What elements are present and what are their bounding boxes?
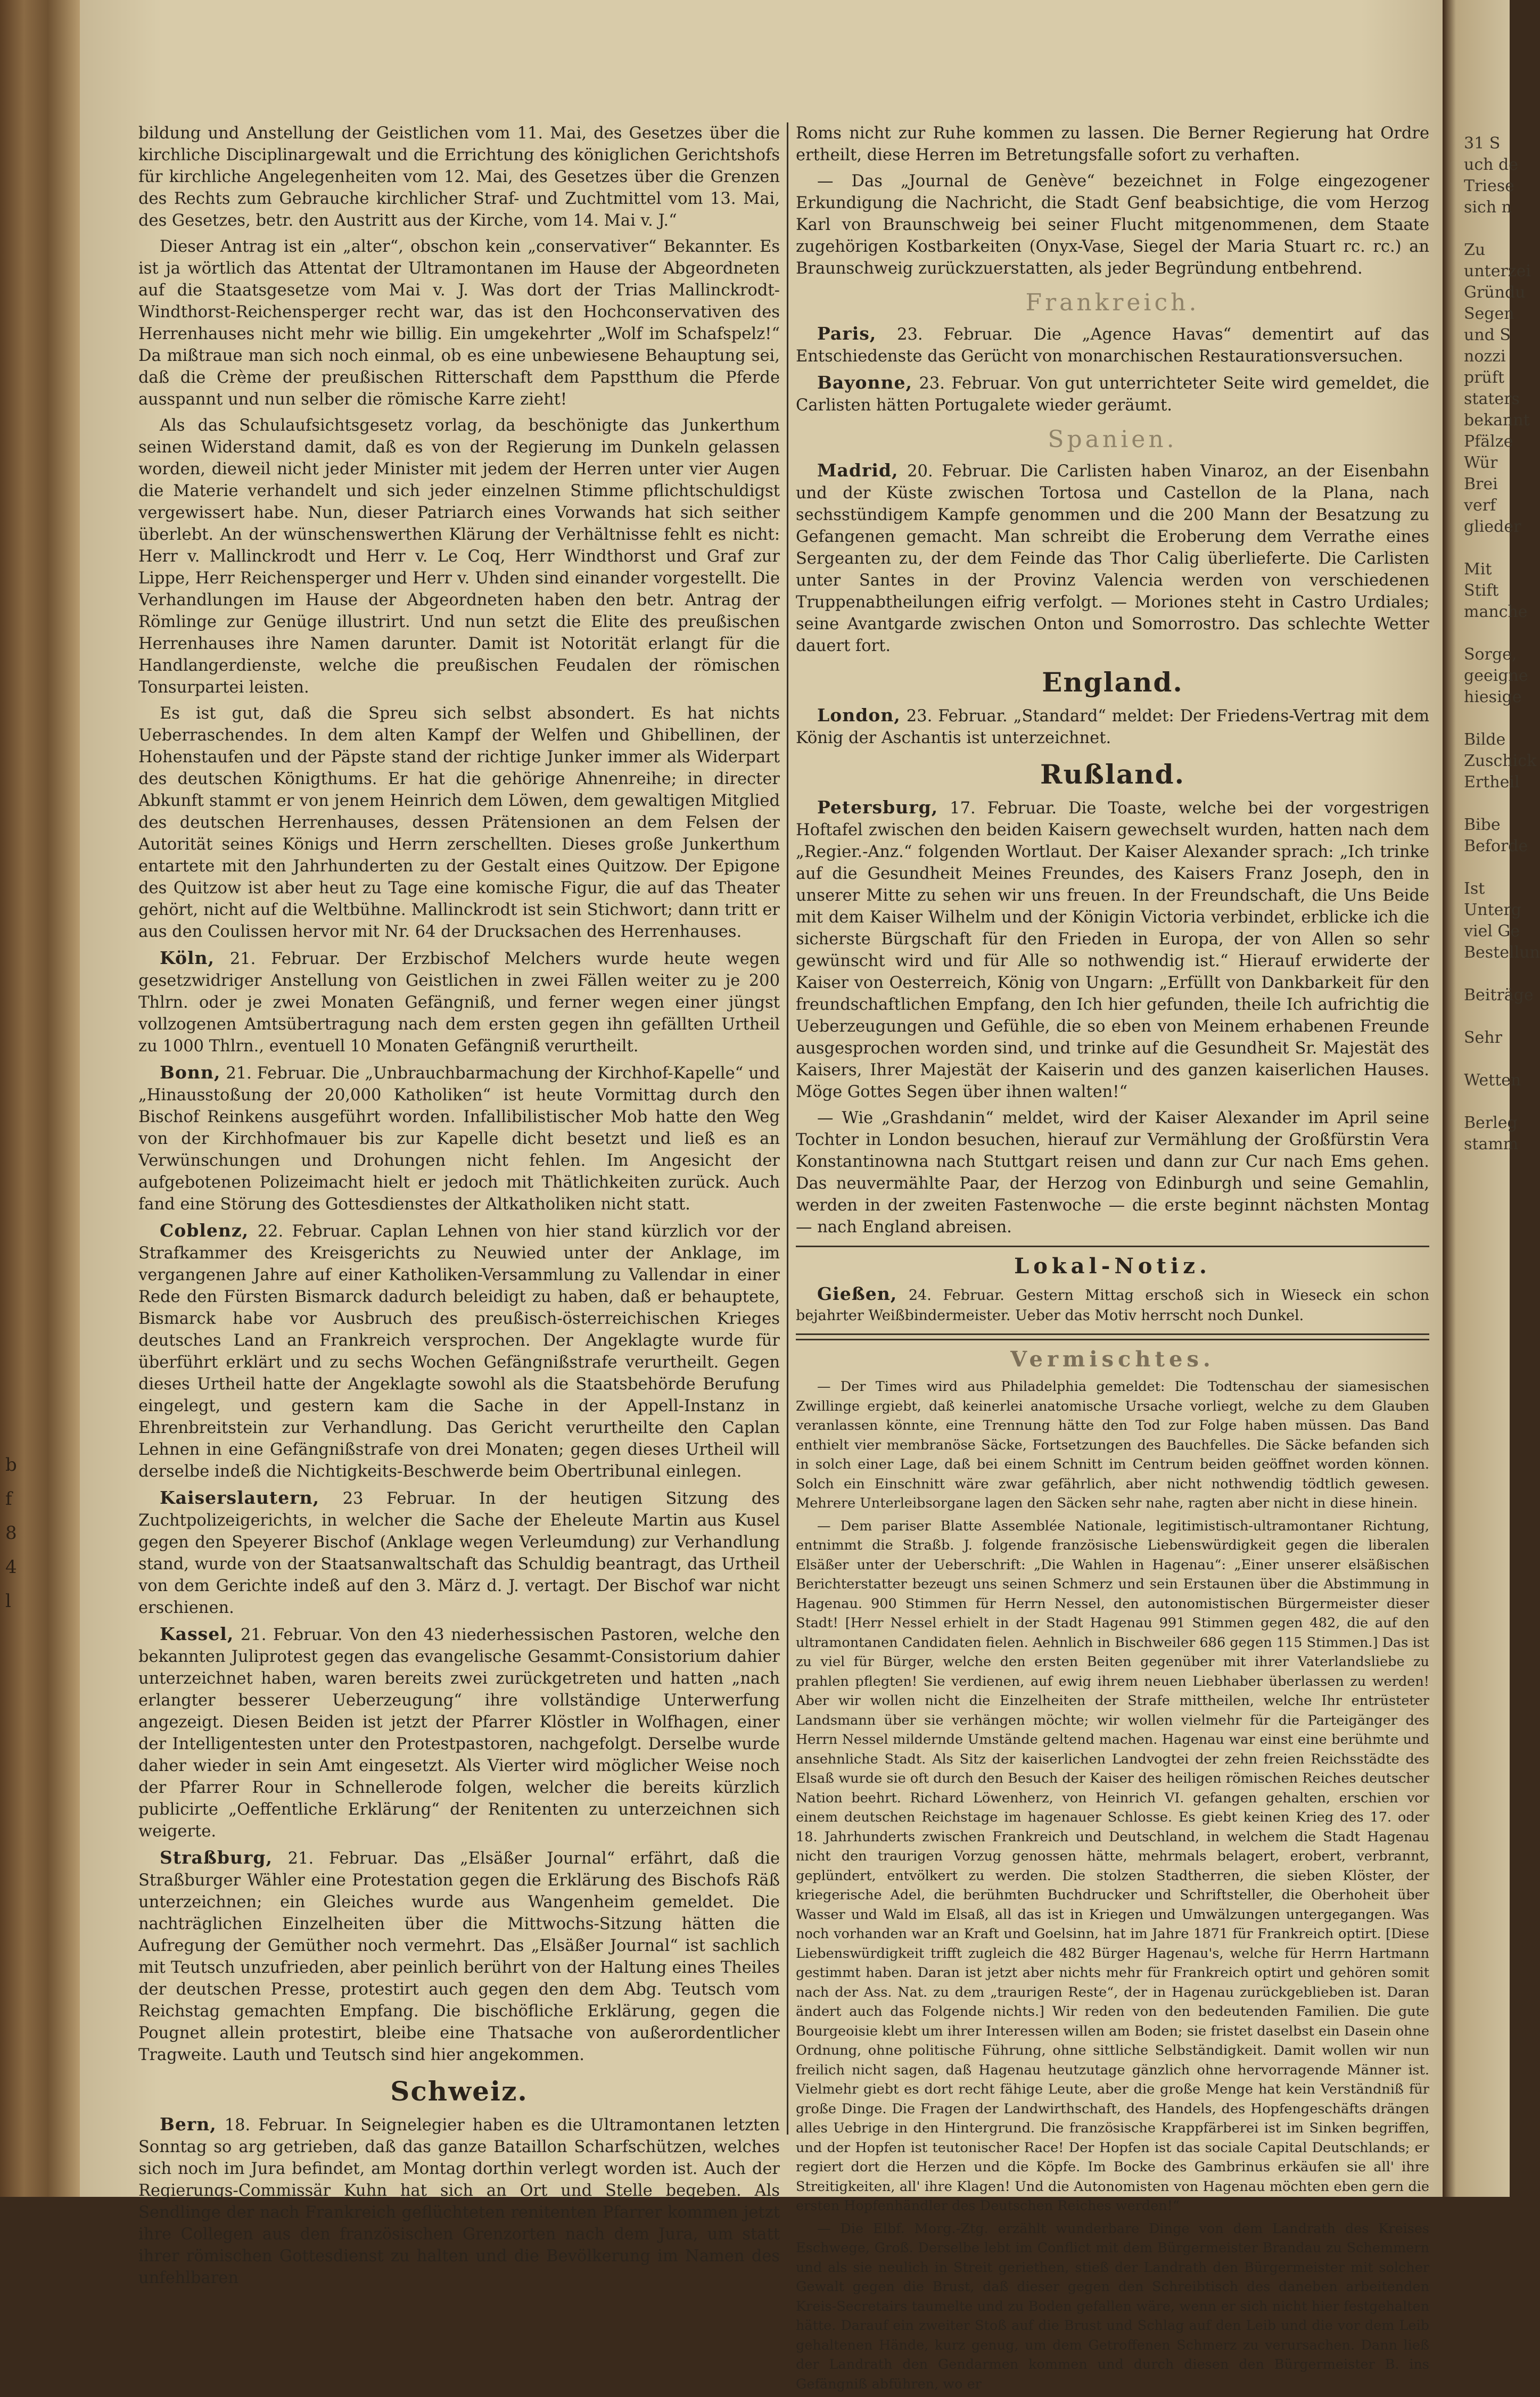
article-paragraph bbox=[138, 2113, 780, 2289]
article-text: Dieser Antrag ist ein „alter“, obschon kein „conservativer“ Bekannter. Es ist ja wörtlich das Attentat der Ultramontanen im Hause der Abgeordneten auf die Staatsgesetze vom Mai v. J. Was dort der Trias Mallinckrodt-Windthorst-Reichensperger recht war, das ist den Hochconservativen des Herrenhauses nicht mehr wie billig. Ein umgekehrter „Wolf im Schafspelz!“ Da mißtraue man sich noch einmal, ob es eine unbewiesene Behauptung sei, daß die Crème der preußischen Ritterschaft dem Papstthum die Pferde ausspannt und nun selber die römische Karre zieht! bbox=[138, 237, 780, 409]
dateline: London, bbox=[817, 705, 901, 726]
section-heading: Lokal-Notiz. bbox=[1014, 1254, 1211, 1279]
article-paragraph bbox=[138, 1487, 780, 1619]
dateline: Straßburg, bbox=[160, 1847, 273, 1868]
article-paragraph bbox=[138, 703, 780, 943]
article-paragraph bbox=[796, 1517, 1429, 2216]
dateline: Köln, bbox=[160, 948, 215, 968]
article-paragraph bbox=[796, 459, 1429, 657]
dateline: Madrid, bbox=[817, 460, 899, 481]
book-binding-left bbox=[0, 0, 80, 2197]
article-text: 23. Februar. Von gut unterrichteter Seite wird gemeldet, die Carlisten hätten Portugalete wieder geräumt. bbox=[796, 374, 1429, 415]
article-paragraph bbox=[796, 122, 1429, 166]
article-paragraph bbox=[138, 1847, 780, 2066]
article-paragraph bbox=[138, 1220, 780, 1482]
dateline: Bonn, bbox=[160, 1062, 221, 1083]
country-heading: Schweiz. bbox=[390, 2075, 528, 2107]
article-paragraph bbox=[796, 1284, 1429, 1326]
article-paragraph bbox=[796, 796, 1429, 1103]
article-text: 21. Februar. Die „Unbrauchbarmachung der Kirchhof-Kapelle“ und „Hinausstoßung der 20,000 Katholiken“ ist heute Vormittag durch den Bischof Reinkens ausgeführt worden. Infallibilistischer Mob hatte den Weg von der Kirchhofmauer bis zur Kapelle dicht besetzt und ließ es an Verwünschungen und Drohungen nicht fehlen. Im Angesicht der aufgebotenen Polizeimacht hielt er jedoch mit Thätlichkeiten zurück. Auch fand eine Störung des Gottesdienstes der Altkatholiken nicht statt. bbox=[138, 1064, 780, 1214]
article-text: — Der Times wird aus Philadelphia gemeldet: Die Todtenschau der siamesischen Zwillinge ergiebt, daß keinerlei anatomische Ursache vorliegt, welche zu dem Glauben veranlassen könnte, eine Trennung hätte den Tod zur Folge haben müssen. Das Band enthielt vier membranöse Säcke, Fortsetzungen des Bauchfelles. Die Säcke befanden sich in solch einer Lage, daß bei einem Schnitt im Centrum beiden geöffnet worden können. Solch ein Einschnitt wäre zwar gefährlich, aber nicht nothwendig tödtlich gewesen. Mehrere Unterleibsorgane lagen den Säcken sehr nahe, ragten aber nicht in diese hinein. bbox=[796, 1379, 1429, 1511]
article-text: 23. Februar. Die „Agence Havas“ dementirt auf das Entschiedenste das Gerücht von monarchischen Restaurationsversuchen. bbox=[796, 325, 1429, 366]
adjacent-page-text: 31 S uch de Triese sich n Zu unterzei Gründu Segen und S nozzi prüft staters bekannt Pfälze Wür Brei verf glieder Mit Stift manche Sorge, geeigne hiesige Bilde Zuschick Ertheil Bibe Beforde Ist Unterg viel Ge Bestellun Beiträge Sehr Wetten Berleg stamm bbox=[1464, 134, 1540, 1154]
column-divider bbox=[787, 122, 788, 2135]
article-paragraph bbox=[138, 122, 780, 232]
article-paragraph bbox=[138, 1623, 780, 1842]
country-heading: Rußland. bbox=[1040, 759, 1185, 790]
article-text: — Wie „Grashdanin“ meldet, wird der Kaiser Alexander im April seine Tochter in London besuchen, hierauf zur Vermählung der Großfürstin Vera Konstantinowna nach Stuttgart reisen und dann zur Cur nach Ems gehen. Das neuvermählte Paar, der Herzog von Edinburgh und seine Gemahlin, werden in der zweiten Fastenwoche — die erste beginnt nächsten Montag — nach England abreisen. bbox=[796, 1109, 1429, 1237]
article-text: 17. Februar. Die Toaste, welche bei der vorgestrigen Hoftafel zwischen den beiden Kaisern gewechselt wurden, hatten nach dem „Regier.-Anz.“ folgenden Wortlaut. Der Kaiser Alexander sprach: „Ich trinke auf die Gesundheit Meines Freundes, des Kaisers Franz Joseph, den in unserer Mitte zu sehen wir uns freuen. In der Freundschaft, die Uns Beide mit dem Kaiser Wilhelm und der Königin Victoria verbindet, erblicke ich die sicherste Bürgschaft für den Frieden in Europa, der von Allen so sehr gewünscht wird und für Alle so nothwendig ist.“ Hierauf erwiderte der Kaiser von Oesterreich, König von Ungarn: „Erfüllt von Dankbarkeit für den freundschaftlichen Empfang, den Ich hier gefunden, theile Ich aufrichtig die Ueberzeugungen und Gefühle, die so eben von Meinem erhabenen Freunde ausgesprochen worden sind, und trinke auf die Gesundheit Sr. Majestät des Kaisers, Ihrer Majestät der Kaiserin und des ganzen kaiserlichen Hauses. Möge Gottes Segen über ihnen walten!“ bbox=[796, 799, 1429, 1101]
dateline: Gießen, bbox=[817, 1283, 897, 1304]
article-text: 21. Februar. Das „Elsäßer Journal“ erfährt, daß die Straßburger Wähler eine Protestation gegen die Erklärung des Bischofs Räß unterzeichnen; ein Gleiches wurde aus Wangenheim gemeldet. Die nachträglichen Einzelheiten über die Mittwochs-Sitzung hätten die Aufregung der Gemüther noch vermehrt. Das „Elsäßer Journal“ ist sachlich mit Teutsch unzufrieden, aber peinlich berührt von der Haltung eines Theiles der deutschen Presse, protestirt auch gegen den dem Abg. Teutsch vom Reichstag gemachten Empfang. Die bischöfliche Erklärung, gegen die Pougnet allein protestirt, bleibe eine Thatsache von außerordentlicher Tragweite. Lauth und Teutsch sind hier angekommen. bbox=[138, 1849, 780, 2064]
country-heading: Spanien. bbox=[1048, 426, 1177, 453]
article-paragraph bbox=[138, 415, 780, 698]
right-column bbox=[796, 122, 1429, 2397]
article-text: — Die Elbf. Morg.-Ztg. erzählt wunderbare Dinge von dem Landrath des Kreises Eschwege, Groß. Derselbe lebt im Conflict mit dem Bürgermeister Brandau zu Schemmern und als sie neulich in Streit geriethen, stieß der Landrath den Bürgermeister mit solcher Gewalt gegen die Brust, daß dieser gegen den Schreibtisch des daneben arbeitenden Kreis-Secretairs taumelte und zu Boden gefallen wäre, wenn er sich nicht hier festgehalten hätte. Darauf ein zweiter Stoß auf die Brust und Schlag auf den Leib und die vor dem Leib gehaltenen Hände, kurz genug, um dem Getroffenen Schmerz zu verursachen. Dann ließ der Landrath den Gendarmen kommen und durch diesen den Bürgermeister B. ins Gefängniß abführen, wo er bbox=[796, 2220, 1429, 2392]
article-text: 18. Februar. In Seignelegier haben es die Ultramontanen letzten Sonntag so arg getrieben, daß das ganze Bataillon Scharfschützen, welches sich noch im Jura befindet, am Montag dorthin verlegt worden ist. Auch der Regierungs-Commissär Kuhn hat sich an Ort und Stelle begeben. Als Sendlinge der nach Frankreich geflüchteten renitenten Pfarrer kommen jetzt ihre Collegen aus den französischen Grenzorten nach dem Jura, um statt ihrer römischen Gottesdienst zu halten und die Bevölkerung im Namen des unfehlbaren bbox=[138, 2116, 780, 2287]
article-paragraph bbox=[796, 1377, 1429, 1513]
left-edge-letters: b f 8 4 l bbox=[5, 1454, 17, 1612]
section-rule bbox=[796, 1333, 1429, 1340]
article-paragraph bbox=[796, 2219, 1429, 2394]
dateline: Paris, bbox=[817, 323, 877, 344]
article-text: Als das Schulaufsichtsgesetz vorlag, da beschönigte das Junkerthum seinen Widerstand damit, daß es von der Regierung im Dunkeln gelassen worden, dieweil nicht jeder Minister mit jedem der Herren unter vier Augen die Materie verhandelt und sich jeder einzelnen Stimme pflichtschuldigst vergewissert habe. Nun, dieser Patriarch eines Vorwands hat sich seither überlebt. An der wünschenswerthen Klärung der Verhältnisse fehlt es nicht: Herr v. Mallinckrodt und Herr v. Le Coq, Herr Windthorst und Graf zur Lippe, Herr Reichensperger und Herr v. Uhden sind einander vorgestellt. Die Verhandlungen im Hause der Abgeordneten haben den betr. Antrag der Römlinge zur Genüge illustrirt. Und nun setzt die Elite des preußischen Herrenhauses ihre Namen darunter. Damit ist Notorität erlangt für die Handlangerdienste, welche die preußischen Feudalen der römischen Tonsurpartei leisten. bbox=[138, 416, 780, 697]
article-text: 20. Februar. Die Carlisten haben Vinaroz, an der Eisenbahn und der Küste zwischen Tortosa und Castellon de la Plana, nach sechsstündigem Kampfe genommen und die 200 Mann der Besatzung zu Gefangenen gemacht. Man schreibt die Eroberung dem Verrathe eines Sergeanten zu, der dem Feinde das Thor Calig überlieferte. Die Carlisten unter Santes in der Provinz Valencia werden von verschiedenen Truppenabtheilungen eifrig verfolgt. — Moriones steht in Castro Urdiales; seine Avantgarde zwischen Onton und Somorrostro. Das schlechte Wetter dauert fort. bbox=[796, 462, 1429, 655]
article-text: 22. Februar. Caplan Lehnen von hier stand kürzlich vor der Strafkammer des Kreisgerichts zu Neuwied unter der Anklage, im vergangenen Jahre auf einer Katholiken-Versammlung zu Vallendar in einer Rede den Fürsten Bismarck dadurch beleidigt zu haben, daß er behauptete, Bismarck habe vor Ausbruch des preußisch-österreichischen Krieges deutsches Land an Frankreich versprochen. Der Angeklagte wurde für überführt erklärt und zu sechs Wochen Gefängnißstrafe verurtheilt. Gegen dieses Urtheil hatte der Angeklagte sowohl als die Staatsbehörde Berufung eingelegt, und gestern kam die Sache in der Appell-Instanz in Ehrenbreitstein zur Verhandlung. Das Gericht verurtheilte den Caplan Lehnen in eine Gefängnißstrafe von drei Monaten; gegen dieses Urtheil will derselbe indeß die Nichtigkeits-Beschwerde beim Obertribunal einlegen. bbox=[138, 1222, 780, 1481]
article-paragraph bbox=[796, 1107, 1429, 1238]
dateline: Kassel, bbox=[160, 1624, 234, 1644]
section-heading: Vermischtes. bbox=[1010, 1347, 1215, 1372]
article-text: — Das „Journal de Genève“ bezeichnet in Folge eingezogener Erkundigung die Nachricht, die Stadt Genf beabsichtige, die vom Herzog Karl von Braunschweig bei seiner Flucht mitgenommenen, dem Staate zugehörigen Kostbarkeiten (Onyx-Vase, Siegel der Maria Stuart rc. rc.) an Braunschweig zurückzuerstatten, als jeder Begründung entbehrend. bbox=[796, 172, 1429, 278]
country-heading: Frankreich. bbox=[1025, 289, 1200, 316]
dateline: Petersburg, bbox=[817, 797, 938, 818]
article-text: Es ist gut, daß die Spreu sich selbst absondert. Es hat nichts Ueberraschendes. In dem alten Kampf der Welfen und Ghibellinen, der Hohenstaufen und der Päpste stand der richtige Junker immer als Widerpart des deutschen Königthums. Er hat die gehörige Ahnenreihe; in directer Abkunft stammt er von jenem Heinrich dem Löwen, dem gewaltigen Mitglied des deutschen Herrenhauses, dessen Prätensionen an dem Felsen der Autorität seines Königs und Herrn zerschellten. Dieses große Junkerthum entartete mit den Jahrhunderten zu der Gestalt eines Quitzow. Der Epigone des Quitzow ist aber heut zu Tage eine komische Figur, die auf das Theater gehört, nicht auf die Weltbühne. Mallinckrodt ist sein Stichwort; dann tritt er aus den Coulissen hervor mit Nr. 64 der Drucksachen des Herrenhauses. bbox=[138, 704, 780, 941]
dateline: Bayonne, bbox=[817, 372, 912, 393]
article-text: bildung und Anstellung der Geistlichen vom 11. Mai, des Gesetzes über die kirchliche Disciplinargewalt und die Errichtung des königlichen Gerichtshofs für kirchliche Angelegenheiten vom 12. Mai, des Gesetzes über die Grenzen des Rechts zum Gebrauche kirchlicher Straf- und Zuchtmittel vom 13. Mai, des Gesetzes, betr. den Austritt aus der Kirche, vom 14. Mai v. J.“ bbox=[138, 124, 780, 230]
left-column bbox=[138, 122, 780, 2293]
article-text: 21. Februar. Von den 43 niederhessischen Pastoren, welche den bekannten Juliprotest gegen das evangelische Gesammt-Consistorium dahier unterzeichnet haben, waren bereits zwei zurückgetreten und hatten „nach erlangter besserer Ueberzeugung“ ihre vollständige Unterwerfung angezeigt. Diesen Beiden ist jetzt der Pfarrer Klöstler in Wolfhagen, einer der Intelligentesten unter den Protestpastoren, nachgefolgt. Derselbe wurde daher wieder in sein Amt eingesetzt. Als Vierter wird möglicher Weise noch der Pfarrer Rour in Schnellerode folgen, welcher die bereits kürzlich publicirte „Oeffentliche Erklärung“ der Renitenten zu unterzeichnen sich weigerte. bbox=[138, 1626, 780, 1841]
article-text: — Dem pariser Blatte Assemblée Nationale, legitimistisch-ultramontaner Richtung, entnimmt die Straßb. J. folgende französische Liebenswürdigkeit gegen die liberalen Elsäßer unter der Ueberschrift: „Die Wahlen in Hagenau“: „Einer unserer elsäßischen Berichterstatter bezeugt uns seinen Schmerz und sein Erstaunen über die Abstimmung in Hagenau. 900 Stimmen für Herrn Nessel, den autonomistischen Bürgermeister dieser Stadt! [Herr Nessel erhielt in der Stadt Hagenau 991 Stimmen gegen 482, die auf den ultramontanen Candidaten fielen. Aehnlich in Bischweiler 686 gegen 115 Stimmen.] Das ist zu viel für Bürger, welche den ersten Beiten gegenüber mit ihrer Vaterlandsliebe zu prahlen pflegten! Sie verdienen, auf ewig ihrem neuen Liebhaber überlassen zu werden! Aber wir wollen nicht die Einzelheiten der Strafe mittheilen, welche Ihr entrüsteter Landsmann über sie verhängen möchte; wir wollen vielmehr für die Parteigänger des Herrn Nessel mildernde Umstände geltend machen. Hagenau war einst eine berühmte und ansehnliche Stadt. Als Sitz der kaiserlichen Landvogtei der zehn freien Reichsstädte des Elsaß wurde sie oft durch den Besuch der Kaiser des heiligen römischen Reiches deutscher Nation beehrt. Richard Löwenherz, von Heinrich VI. gefangen gehalten, erschien vor einem deutschen Reichstage im hagenauer Schlosse. Es giebt keinen Krieg des 17. oder 18. Jahrhunderts zwischen Frankreich und Deutschland, in welchem die Stadt Hagenau nicht den traurigen Vorzug genossen hätte, mehrmals belagert, erobert, verbrannt, geplündert, entvölkert zu werden. Die stolzen Stadtherren, die sieben Klöster, der kriegerische Adel, die berühmten Buchdrucker und Schriftsteller, die Oberhoheit über Wasser und Wald im Elsaß, all das ist in Kriegen und Umwälzungen untergegangen. Was noch vorhanden war an Kraft und Goelsinn, hat im Jahre 1871 für Frankreich optirt. [Diese Liebenswürdigkeit trifft zugleich die 482 Bürger Hagenau's, welche für Herrn Hartmann gestimmt haben. Daran ist jetzt aber nichts mehr für Frankreich optirt und gehören somit nach der Ass. Nat. zu dem „traurigen Reste“, der in Hagenau zurückgeblieben ist. Daran ändert auch das Folgende nichts.] Wir reden von den bedeutenden Familien. Die gute Bourgeoisie klebt um ihrer Interessen willen am Boden; sie fristet daselbst ein Dasein ohne Ordnung, ohne politische Führung, ohne sittliche Selbständigkeit. Damit wollen wir nun freilich nicht sagen, daß Hagenau heutzutage gänzlich ohne hervorragende Männer ist. Vielmehr giebt es dort recht fähige Leute, aber die große Menge hat kein Verständniß für große Dinge. Die Fragen der Landwirthschaft, des Handels, des Hopfengeschäfts drängen alles Uebrige in den Hintergrund. Die französische Krappfärberei ist im Sinken begriffen, und der Hopfen ist teutonischer Race! Der Hopfen ist das sociale Capital Deutschlands; er regiert dort die Herzen und die Köpfe. Im Bocke des Gambrinus erkäufen sie all' ihre Streitigkeiten, all' ihre Klagen! Und die Autonomisten von Hagenau möchten eben gern die ersten Hopfenhändler des Deutschen Reiches werden!“ bbox=[796, 1518, 1429, 2214]
article-paragraph bbox=[796, 372, 1429, 416]
article-paragraph bbox=[796, 323, 1429, 367]
dateline: Coblenz, bbox=[160, 1220, 249, 1241]
miscellany-section bbox=[796, 1377, 1429, 2394]
article-text: 24. Februar. Gestern Mittag erschoß sich in Wieseck ein schon bejahrter Weißbindermeister. Ueber das Motiv herrscht noch Dunkel. bbox=[796, 1287, 1429, 1324]
article-paragraph bbox=[138, 236, 780, 410]
article-paragraph bbox=[138, 1061, 780, 1215]
article-text: 23. Februar. „Standard“ meldet: Der Friedens-Vertrag mit dem König der Aschantis ist unterzeichnet. bbox=[796, 707, 1429, 747]
article-text: 23 Februar. In der heutigen Sitzung des Zuchtpolizeigerichts, in welcher die Sache der Eheleute Martin aus Kusel gegen den Speyerer Bischof (Anklage wegen Verleumdung) zur Verhandlung stand, wurde von der Staatsanwaltschaft das Schuldig beantragt, das Urtheil von dem Gerichte indeß auf den 3. März d. J. vertagt. Der Bischof war nicht erschienen. bbox=[138, 1489, 780, 1617]
dateline: Bern, bbox=[160, 2114, 217, 2135]
section-rule bbox=[796, 1246, 1429, 1247]
article-paragraph bbox=[796, 704, 1429, 749]
country-heading: England. bbox=[1042, 666, 1183, 698]
article-paragraph bbox=[796, 170, 1429, 279]
local-notice bbox=[796, 1284, 1429, 1326]
article-text: Roms nicht zur Ruhe kommen zu lassen. Die Berner Regierung hat Ordre ertheilt, diese Herren im Betretungsfalle sofort zu verhaften. bbox=[796, 124, 1429, 164]
dateline: Kaiserslautern, bbox=[160, 1487, 320, 1508]
article-text: 21. Februar. Der Erzbischof Melchers wurde heute wegen gesetzwidriger Anstellung von Geistlichen in zwei Fällen weiter zu je 200 Thlrn. oder je zwei Monaten Gefängniß, und ferner wegen einer jüngst vollzogenen Amtsübertragung nach dem ersten gegen ihn gefällten Urtheil zu 1000 Thlrn., eventuell 10 Monaten Gefängniß verurtheilt. bbox=[138, 950, 780, 1056]
article-paragraph bbox=[138, 947, 780, 1057]
